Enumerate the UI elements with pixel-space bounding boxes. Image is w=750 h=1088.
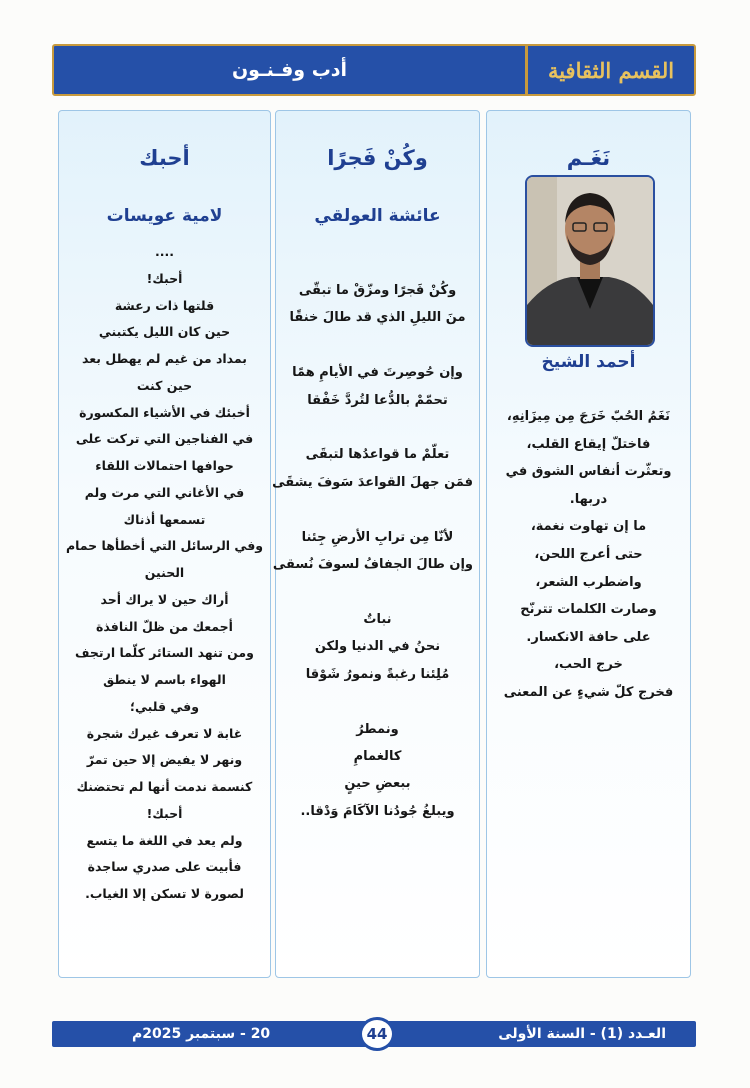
poem-line: أجمعك من ظلّ النافذة xyxy=(96,618,233,634)
author-name: أحمد الشيخ xyxy=(541,352,636,372)
poem-line: على حافة الانكسار. xyxy=(526,629,651,645)
poem-line: ما إن تهاوت نغمة، xyxy=(530,519,647,535)
poem-line: ويبلغُ جُودُنا الآكَامَ وَدْقا.. xyxy=(300,803,455,819)
section-title: القسم الثقافية xyxy=(525,46,694,94)
poem-line: كالغمامِ xyxy=(353,748,402,764)
poem-column-ohibbuk xyxy=(58,110,271,978)
issue-date: 20 - سبتمبر 2025م xyxy=(132,1026,271,1042)
poem-line: أحبك! xyxy=(146,805,183,821)
stanza-gap xyxy=(282,496,473,523)
poem-line: نحنُ في الدنيا ولكن xyxy=(314,639,441,655)
poem-line: أراك حين لا يراك أحد xyxy=(100,591,229,607)
poem-title: أحبك xyxy=(139,146,190,170)
poem-column-kun-fajran xyxy=(272,110,480,978)
stanza-gap xyxy=(282,688,473,715)
poem-line: فخرج كلّ شيءٍ عن المعنى xyxy=(503,684,674,700)
poem-line: مُلِئنا رغبةً ونمورُ شَوْقا xyxy=(305,666,450,682)
author-photo xyxy=(525,175,655,347)
poem-line: وفي قلبي؛ xyxy=(130,698,199,714)
poem-line: منَ الليلِ الذي قد طالَ خنقًا xyxy=(289,310,466,326)
poem-title: وكُنْ فَجرًا xyxy=(327,146,428,170)
poem-line: واضطرب الشعر، xyxy=(535,574,642,590)
poem-text xyxy=(63,239,266,908)
poem-line: ببعضِ حينٍ xyxy=(344,776,411,792)
poem-line: وتعثّرت أنفاس الشوق في xyxy=(505,464,672,480)
stanza-gap xyxy=(282,578,473,605)
poem-line: وكُنْ فَجرًا ومزّقْ ما تبقّى xyxy=(298,283,457,298)
author-name: لامية عويسات xyxy=(106,206,223,226)
poem-line: الحنين xyxy=(144,565,185,580)
stanza-gap xyxy=(282,332,473,359)
poem-line: فاختلّ إيقاع القلب، xyxy=(526,436,651,452)
poem-line: نَغَمُ الحُبّ خَرَجَ مِن مِيزَانِهِ، xyxy=(506,409,671,424)
poem-line: كنسمة ندمت أنها لم تحتضنك xyxy=(76,779,253,794)
poem-line: تحمّمْ بالدُّعا لتُردَّ خَفْقا xyxy=(307,392,448,408)
author-portrait-icon xyxy=(527,177,653,345)
poem-line: في الفناجين التي تركت على xyxy=(75,431,254,447)
poem-line: تسمعها أذناك xyxy=(123,511,206,527)
poem-line: .... xyxy=(155,244,174,259)
poem-line: ونمطرُ xyxy=(356,721,399,737)
poem-text xyxy=(272,277,473,825)
poem-line: نباتٌ xyxy=(363,611,392,627)
poem-line: أحبك! xyxy=(146,270,183,286)
page-heading: أدب وفـنـون xyxy=(231,59,348,81)
poem-line: خرج الحب، xyxy=(554,657,623,673)
poem-line: دربها. xyxy=(569,491,608,507)
poem-line: وصارت الكلمات تترنّح xyxy=(520,602,657,618)
poem-line: لصورة لا تسكن إلا الغياب. xyxy=(85,886,244,901)
poem-line: حتى أعرج اللحن، xyxy=(534,546,643,562)
poem-line: فأبيت على صدري ساجدة xyxy=(87,859,242,875)
poem-line: قلتها ذات رعشة xyxy=(114,297,215,313)
poem-line: حوافها احتمالات اللقاء xyxy=(95,458,234,473)
poem-line: تعلّمْ ما قواعدُها لتبقَى xyxy=(305,447,450,463)
poem-line: ولم يعد في اللغة ما يتسع xyxy=(86,832,243,848)
poem-text xyxy=(495,403,682,707)
poem-line: حين كان الليل يكتبني xyxy=(98,324,231,340)
poem-line: بمداد من غيم لم يهطل بعد xyxy=(82,351,247,366)
poem-line: ومن تنهد الستائر كلّما ارتجف xyxy=(75,645,254,661)
page-number: 44 xyxy=(359,1017,395,1051)
author-name: عائشة العولقي xyxy=(314,206,441,226)
poem-line: وإن طالَ الجفافُ لسوفَ نُسقى xyxy=(272,557,473,573)
poem-line: غابة لا تعرف غيرك شجرة xyxy=(86,725,243,741)
stanza-gap xyxy=(282,414,473,441)
poem-line: حين كنت xyxy=(136,377,193,393)
poem-title: نَغَـم xyxy=(566,146,611,170)
poem-line: فمَن جهلَ القواعدَ سَوفَ يشقَى xyxy=(272,474,473,490)
poem-line: الهواء باسم لا ينطق xyxy=(103,672,226,687)
poem-line: أخبئك في الأشياء المكسورة xyxy=(79,404,250,420)
poem-column-nagham xyxy=(486,110,691,978)
poem-line: لأنّا مِن ترابِ الأرضِ جِئنا xyxy=(301,529,454,545)
poem-line: ونهر لا يفيض إلا حين تمرّ xyxy=(86,752,243,768)
poem-line: في الأغاني التي مرت ولم xyxy=(84,484,245,500)
poem-line: وإن حُوصِرتَ في الأيامِ همًا xyxy=(292,365,463,381)
issue-label: العـدد (1) - السنة الأولى xyxy=(498,1026,666,1042)
page-header xyxy=(52,44,696,96)
poem-line: وفي الرسائل التي أخطأها حمام xyxy=(65,538,264,554)
